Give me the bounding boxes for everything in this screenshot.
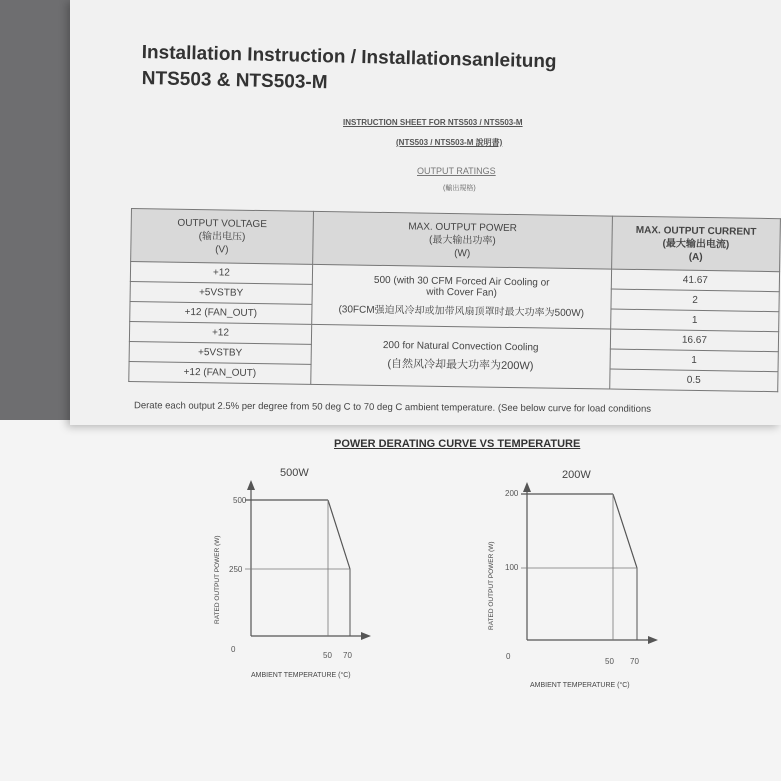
chart-title: 500W — [280, 467, 309, 479]
derating-chart-200w — [480, 460, 700, 700]
derating-line — [613, 494, 637, 568]
y-tick: 100 — [505, 563, 519, 572]
y-tick: 0 — [231, 645, 236, 654]
chart-title: 200W — [562, 469, 591, 481]
y-tick: 250 — [229, 565, 243, 574]
x-tick: 50 — [605, 657, 614, 666]
x-axis-arrow — [361, 632, 371, 640]
header-power: MAX. OUTPUT POWER (最大输出功率) (W) — [313, 211, 613, 269]
curve-heading: POWER DERATING CURVE VS TEMPERATURE — [334, 438, 581, 450]
ratings-heading: OUTPUT RATINGS — [417, 166, 496, 176]
voltage-cell: +12 — [130, 262, 312, 285]
voltage-cell: +12 — [129, 321, 311, 344]
document-title: Installation Instruction / Installationsanleitung — [141, 42, 557, 73]
x-tick: 50 — [323, 651, 332, 660]
x-axis-label: AMBIENT TEMPERATURE (°C) — [251, 672, 351, 679]
voltage-cell: +12 (FAN_OUT) — [129, 361, 311, 384]
header-current: MAX. OUTPUT CURRENT (最大输出电流) (A) — [611, 216, 780, 272]
y-axis-arrow — [247, 480, 255, 490]
derating-note: Derate each output 2.5% per degree from 50 deg C to 70 deg C ambient temperature. (See below curve for load conditions — [133, 400, 652, 415]
derating-chart-500w — [195, 462, 395, 692]
x-axis-arrow — [648, 636, 658, 644]
y-tick: 0 — [506, 652, 511, 661]
current-cell: 0.5 — [610, 369, 778, 392]
voltage-cell: +5VSTBY — [130, 281, 312, 304]
voltage-cell: +12 (FAN_OUT) — [130, 301, 312, 324]
current-cell: 41.67 — [611, 269, 779, 292]
y-axis-label: RATED OUTPUT POWER (W) — [488, 541, 495, 630]
current-cell: 1 — [611, 309, 779, 332]
header-voltage: OUTPUT VOLTAGE (输出电压) (V) — [131, 209, 314, 265]
x-tick: 70 — [343, 651, 352, 660]
power-cell-200: 200 for Natural Convection Cooling (自然风冷却最大功率为200W) — [311, 324, 611, 389]
sheet-heading-cn: (NTS503 / NTS503-M 說明書) — [396, 138, 503, 147]
ratings-heading-cn: (輸出規格) — [443, 185, 476, 192]
sheet-heading: INSTRUCTION SHEET FOR NTS503 / NTS503-M — [343, 118, 523, 127]
power-cell-500: 500 (with 30 CFM Forced Air Cooling or with Cover Fan) (30FCM强迫风冷却或加带风扇顶罩时最大功率为500W) — [312, 264, 612, 329]
current-cell: 16.67 — [610, 329, 778, 352]
document-model: NTS503 & NTS503-M — [141, 68, 328, 94]
y-axis-label: RATED OUTPUT POWER (W) — [214, 535, 221, 624]
derating-line — [328, 500, 350, 569]
y-tick: 500 — [233, 496, 247, 505]
y-tick: 200 — [505, 489, 519, 498]
current-cell: 2 — [611, 289, 779, 312]
current-cell: 1 — [610, 349, 778, 372]
x-axis-label: AMBIENT TEMPERATURE (°C) — [530, 682, 630, 689]
voltage-cell: +5VSTBY — [129, 341, 311, 364]
y-axis-arrow — [523, 482, 531, 492]
output-ratings-table — [128, 208, 781, 392]
x-tick: 70 — [630, 657, 639, 666]
